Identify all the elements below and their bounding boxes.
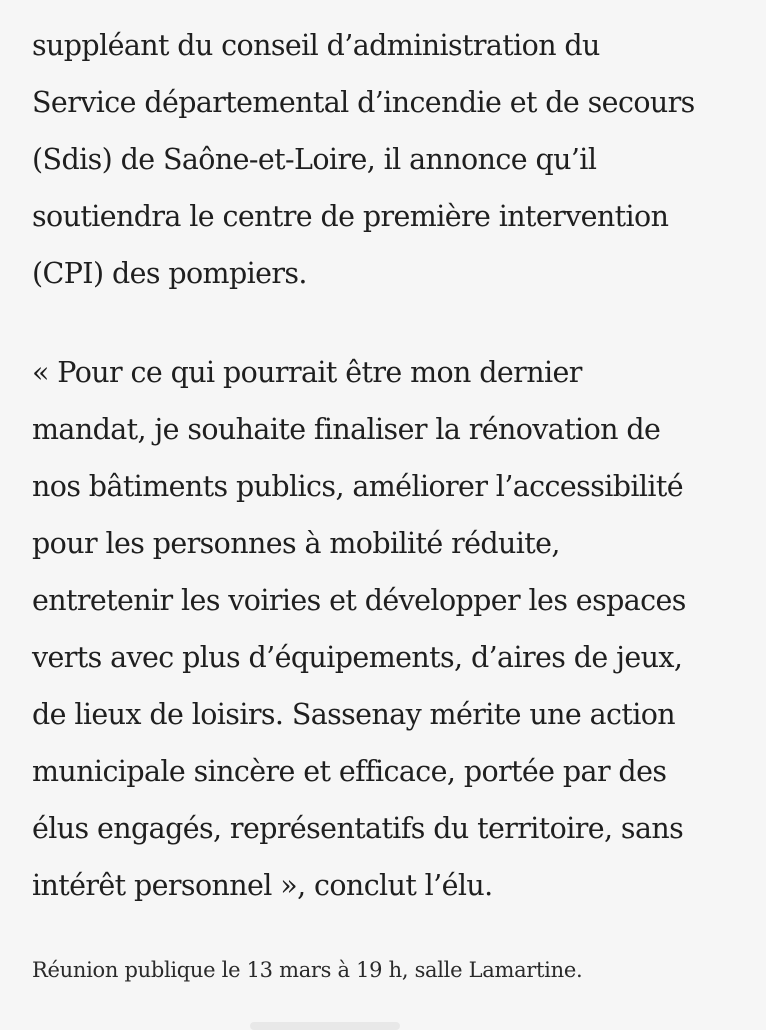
paragraph-line: (Sdis) de Saône-et-Loire, il annonce qu’il: [32, 143, 597, 176]
paragraph-line: soutiendra le centre de première intervention: [32, 200, 669, 233]
paragraph-line: Service départemental d’incendie et de secours: [32, 86, 695, 119]
paragraph-line: entretenir les voiries et développer les espaces: [32, 584, 686, 617]
paragraph-line: suppléant du conseil d’administration du: [32, 29, 600, 62]
paragraph-line: verts avec plus d’équipements, d’aires de jeux,: [32, 641, 683, 674]
bottom-divider: [250, 1022, 400, 1030]
paragraph-sdis: [32, 17, 695, 302]
paragraph-line: « Pour ce qui pourrait être mon dernier: [32, 356, 582, 389]
paragraph-line: (CPI) des pompiers.: [32, 257, 307, 290]
paragraph-line: mandat, je souhaite finaliser la rénovation de: [32, 413, 661, 446]
paragraph-line: de lieux de loisirs. Sassenay mérite une action: [32, 698, 676, 731]
paragraph-line: intérêt personnel », conclut l’élu.: [32, 869, 493, 902]
paragraph-line: pour les personnes à mobilité réduite,: [32, 527, 560, 560]
paragraph-line: élus engagés, représentatifs du territoire, sans: [32, 812, 684, 845]
paragraph-line: nos bâtiments publics, améliorer l’accessibilité: [32, 470, 684, 503]
event-footnote: Réunion publique le 13 mars à 19 h, salle Lamartine.: [32, 958, 583, 982]
paragraph-line: municipale sincère et efficace, portée par des: [32, 755, 667, 788]
paragraph-quote: [32, 344, 686, 914]
